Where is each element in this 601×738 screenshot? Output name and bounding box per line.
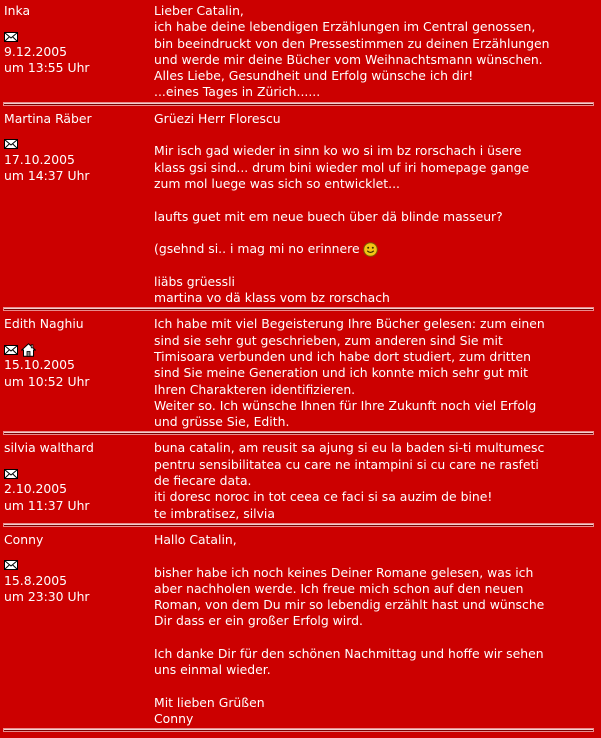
- message-line: [154, 473, 597, 489]
- message-line: [154, 111, 597, 127]
- message-text: Mit lieben Grüßen: [154, 694, 265, 710]
- blank-line: [154, 679, 597, 695]
- contact-icons: [4, 136, 154, 152]
- mail-icon: [4, 32, 18, 42]
- message-line: [154, 209, 597, 225]
- contact-icons: [4, 557, 154, 573]
- message-line: [154, 440, 597, 456]
- author-name: silvia walthard: [4, 440, 94, 456]
- email-link[interactable]: [4, 465, 21, 480]
- message-text: bisher habe ich noch keines Deiner Romane gelesen, was ich: [154, 564, 534, 580]
- message-line: [154, 68, 597, 84]
- message-line: [154, 3, 597, 19]
- message-line: [154, 316, 597, 332]
- author-name: Martina Räber: [4, 110, 92, 126]
- blank-line: [154, 630, 597, 646]
- message-line: [154, 414, 597, 430]
- message-line: [154, 143, 597, 159]
- message-line: [154, 695, 597, 711]
- message-line: [154, 506, 597, 522]
- message-text: martina vo dä klass vom bz rorschach: [154, 290, 390, 306]
- message-text: Conny: [154, 711, 194, 727]
- message-text: sind sie sehr gut geschrieben, zum anderen sind Sie mit: [154, 332, 503, 348]
- message-text: und grüsse Sie, Edith.: [154, 414, 290, 430]
- message-line: [154, 646, 597, 662]
- entry-message: [154, 316, 601, 430]
- entry-message: [154, 111, 601, 307]
- message-line: [154, 662, 597, 678]
- message-line: [154, 19, 597, 35]
- entry-time: um 13:55 Uhr: [4, 60, 90, 76]
- message-line: [154, 532, 597, 548]
- message-line: [154, 160, 597, 176]
- message-text: de fiecare data.: [154, 473, 252, 489]
- homepage-link[interactable]: [21, 341, 39, 356]
- message-text: aber nachholen werde. Ich freue mich schon auf den neuen: [154, 580, 524, 596]
- guestbook-entry: [0, 0, 601, 101]
- entry-separator: [4, 308, 593, 310]
- message-line: [154, 36, 597, 52]
- message-text: Lieber Catalin,: [154, 3, 244, 18]
- entry-time: um 10:52 Uhr: [4, 373, 90, 389]
- mail-icon: [4, 560, 18, 570]
- contact-icons: [4, 341, 154, 357]
- entry-time: um 23:30 Uhr: [4, 589, 90, 605]
- entry-separator: [4, 432, 593, 434]
- message-line: [154, 382, 597, 398]
- guestbook-entry: [0, 437, 601, 521]
- message-text: (gsehnd si.. i mag mi no erinnere: [154, 241, 360, 257]
- message-line: [154, 176, 597, 192]
- message-line: [154, 52, 597, 68]
- entry-time: um 14:37 Uhr: [4, 168, 90, 184]
- message-text: klass gsi sind... drum bini wieder mol uf iri homepage gange: [154, 159, 530, 175]
- blank-line: [154, 548, 597, 564]
- message-text: Ich danke Dir für den schönen Nachmittag und hoffe wir sehen: [154, 645, 544, 661]
- message-line: [154, 290, 597, 306]
- message-text: te imbratisez, silvia: [154, 505, 275, 521]
- entry-time: um 11:37 Uhr: [4, 497, 90, 513]
- entry-separator: [4, 729, 593, 731]
- message-line: [154, 241, 597, 257]
- message-text: buna catalin, am reusit sa ajung si eu la baden si-ti multumesc: [154, 440, 545, 456]
- message-text: und werde mir deine Bücher vom Weihnachtsmann wünschen.: [154, 51, 543, 67]
- entry-date: 15.10.2005: [4, 357, 75, 373]
- message-line: [154, 349, 597, 365]
- mail-icon: [4, 345, 18, 355]
- message-text: sind Sie meine Generation und ich konnte mich sehr gut mit: [154, 365, 528, 381]
- entry-meta: [0, 532, 154, 728]
- guestbook-entry: [0, 313, 601, 430]
- entry-date: 9.12.2005: [4, 44, 68, 59]
- message-text: liäbs grüessli: [154, 273, 235, 289]
- message-line: [154, 711, 597, 727]
- guestbook-entry: [0, 529, 601, 728]
- blank-line: [154, 127, 597, 143]
- message-text: ich habe deine lebendigen Erzählungen im Central genossen,: [154, 19, 536, 35]
- entry-meta: [0, 3, 154, 101]
- entry-separator: [4, 103, 593, 105]
- entry-meta: [0, 316, 154, 430]
- email-link[interactable]: [4, 341, 21, 356]
- author-name: Edith Naghiu: [4, 316, 84, 332]
- message-text: Ich habe mit viel Begeisterung Ihre Bücher gelesen: zum einen: [154, 316, 545, 332]
- guestbook-entry: [0, 108, 601, 307]
- message-line: [154, 457, 597, 473]
- message-text: Ihren Charakteren identifizieren.: [154, 381, 356, 397]
- message-line: [154, 333, 597, 349]
- message-text: Mir isch gad wieder in sinn ko wo si im bz rorschach i üsere: [154, 143, 522, 159]
- message-line: [154, 597, 597, 613]
- message-text: laufts guet mit em neue buech über dä blinde masseur?: [154, 208, 503, 224]
- message-line: [154, 274, 597, 290]
- smiley-icon: [363, 242, 378, 257]
- message-line: [154, 489, 597, 505]
- message-text: Hallo Catalin,: [154, 531, 237, 547]
- blank-line: [154, 225, 597, 241]
- home-icon: [21, 343, 36, 357]
- entry-date: 15.8.2005: [4, 572, 68, 588]
- mail-icon: [4, 139, 18, 149]
- message-text: bin beeindruckt von den Pressestimmen zu deinen Erzählungen: [154, 35, 550, 51]
- blank-line: [154, 257, 597, 273]
- message-text: pentru sensibilitatea cu care ne intampini si cu care ne rasfeti: [154, 456, 539, 472]
- blank-line: [154, 192, 597, 208]
- entry-date: 17.10.2005: [4, 151, 75, 167]
- entry-meta: [0, 111, 154, 307]
- author-name: Conny: [4, 531, 44, 547]
- message-line: [154, 565, 597, 581]
- contact-icons: [4, 28, 154, 44]
- message-text: Alles Liebe, Gesundheit und Erfolg wünsche ich dir!: [154, 68, 474, 84]
- message-text: uns einmal wieder.: [154, 662, 271, 678]
- entry-separator: [4, 524, 593, 526]
- message-line: [154, 581, 597, 597]
- entry-meta: [0, 440, 154, 521]
- message-line: [154, 398, 597, 414]
- email-link[interactable]: [4, 136, 21, 151]
- contact-icons: [4, 465, 154, 481]
- message-text: Grüezi Herr Florescu: [154, 110, 281, 126]
- message-text: Roman, von dem Du mir so lebendig erzählt hast und wünsche: [154, 597, 545, 613]
- message-line: [154, 365, 597, 381]
- entry-message: [154, 440, 601, 521]
- entry-message: [154, 532, 601, 728]
- message-text: Weiter so. Ich wünsche Ihnen für Ihre Zukunft noch viel Erfolg: [154, 397, 537, 413]
- message-text: ...eines Tages in Zürich......: [154, 84, 321, 100]
- message-line: [154, 84, 597, 100]
- author-name: Inka: [4, 3, 31, 18]
- entry-date: 2.10.2005: [4, 481, 68, 497]
- message-text: zum mol luege was sich so entwicklet...: [154, 175, 400, 191]
- message-text: iti doresc noroc in tot ceea ce faci si sa auzim de bine!: [154, 489, 493, 505]
- mail-icon: [4, 469, 18, 479]
- message-text: Dir dass er ein großer Erfolg wird.: [154, 613, 363, 629]
- message-text: Timisoara verbunden und ich habe dort studiert, zum dritten: [154, 348, 531, 364]
- message-line: [154, 613, 597, 629]
- email-link[interactable]: [4, 557, 21, 572]
- entry-message: [154, 3, 601, 101]
- email-link[interactable]: [4, 28, 21, 43]
